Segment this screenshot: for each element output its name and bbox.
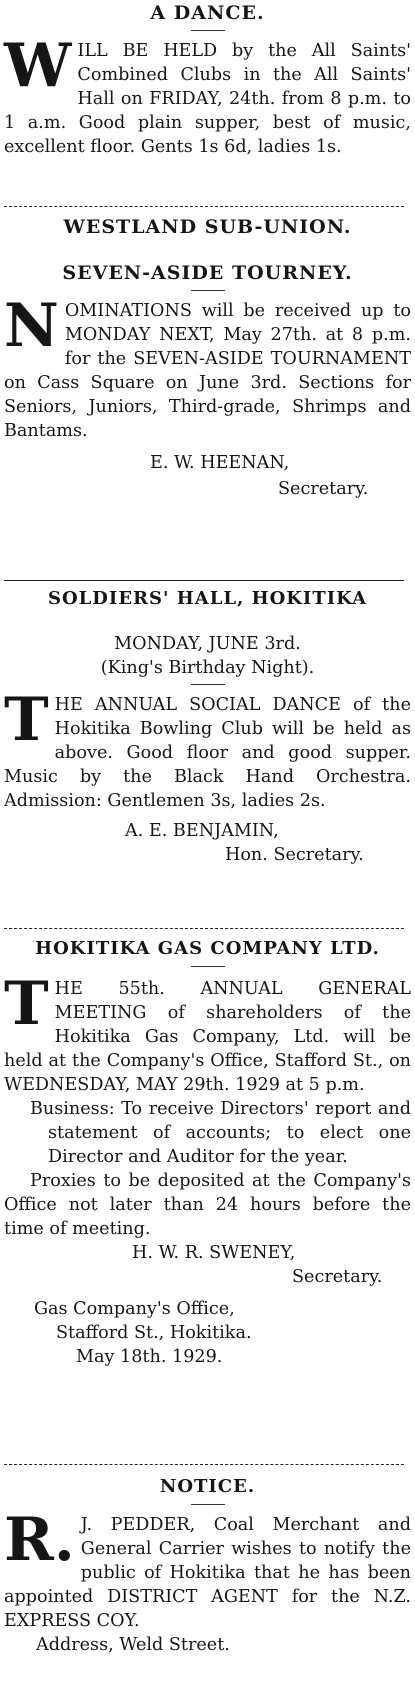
westland-advertisement	[0, 214, 415, 501]
gas-address-3: May 18th. 1929.	[76, 1347, 223, 1367]
westland-subtitle: SEVEN-ASIDE TOURNEY.	[62, 262, 353, 284]
gas-drop-capital: T	[4, 969, 49, 1039]
westland-drop-capital: N	[4, 291, 59, 361]
divider-after-westland	[4, 580, 404, 581]
notice-advertisement	[0, 1474, 415, 1657]
gas-proxies: Proxies to be deposited at the Company's Office not later than 24 hours before the time of meeting.	[4, 1171, 411, 1239]
notice-title-rule	[191, 1504, 225, 1505]
gas-role: Secretary.	[292, 1267, 383, 1287]
westland-role: Secretary.	[278, 479, 369, 499]
westland-signer: E. W. HEENAN,	[150, 453, 290, 473]
divider-after-gas	[4, 1464, 404, 1465]
soldiers-signer: A. E. BENJAMIN,	[125, 821, 279, 841]
gas-body-text: HE 55th. ANNUAL GENERAL MEETING of shareholders of the Hokitika Gas Company, Ltd. will be held at the Company's Office, Stafford St., on WEDNESDAY, MAY 29th. 1929 at 5 p.m.	[4, 979, 411, 1095]
soldiers-note: (King's Birthday Night).	[100, 658, 315, 678]
dance-drop-capital: W	[4, 31, 72, 101]
notice-body	[0, 1505, 415, 1633]
gas-signer: H. W. R. SWENEY,	[132, 1243, 296, 1263]
divider-after-soldiers	[4, 928, 404, 929]
dance-title: A DANCE.	[150, 2, 265, 24]
dance-advertisement	[0, 0, 415, 159]
soldiers-title: SOLDIERS' HALL, HOKITIKA	[47, 588, 368, 609]
gas-title-rule	[191, 966, 225, 967]
gas-business: Business: To receive Directors' report and statement of accounts; to elect one Director and Auditor for the year.	[30, 1099, 411, 1167]
dance-body	[0, 31, 415, 159]
soldiers-body-text: HE ANNUAL SOCIAL DANCE of the Hokitika Bowling Club will be held as above. Good floor and good supper. Music by the Black Hand Orchestra. Admission: Gentlemen 3s, ladies 2s.	[4, 695, 411, 811]
westland-title: WESTLAND SUB-UNION.	[63, 216, 352, 238]
notice-address: Address, Weld Street.	[36, 1635, 230, 1655]
westland-body	[0, 291, 415, 443]
soldiers-title-rule	[191, 684, 225, 685]
soldiers-hall-advertisement	[0, 586, 415, 867]
soldiers-body	[0, 685, 415, 813]
gas-address-1: Gas Company's Office,	[34, 1299, 235, 1319]
divider-after-dance	[4, 206, 404, 207]
soldiers-date: MONDAY, JUNE 3rd.	[114, 634, 301, 654]
notice-body-text: J. PEDDER, Coal Merchant and General Carrier wishes to notify the public of Hokitika that he has been appointed DISTRICT AGENT for the N.Z. EXPRESS COY.	[4, 1515, 411, 1631]
gas-address-2: Stafford St., Hokitika.	[56, 1323, 252, 1343]
westland-title-rule	[191, 290, 225, 291]
westland-body-text: OMINATIONS will be received up to MONDAY NEXT, May 27th. at 8 p.m. for the SEVEN-ASIDE TOURNAMENT on Cass Square on June 3rd. Sections for Seniors, Juniors, Third-grade, Shrimps and Bantams.	[4, 301, 411, 441]
gas-company-advertisement	[0, 936, 415, 1369]
dance-body-text: ILL BE HELD by the All Saints' Combined Clubs in the All Saints' Hall on FRIDAY, 24th. from 8 p.m. to 1 a.m. Good plain supper, best of music, excellent floor. Gents 1s 6d, ladies 1s.	[4, 41, 411, 157]
notice-drop-capital: R.	[4, 1505, 75, 1575]
gas-body	[0, 969, 415, 1097]
soldiers-drop-capital: T	[4, 685, 49, 755]
notice-title: NOTICE.	[159, 1476, 256, 1497]
dance-title-rule	[191, 30, 225, 31]
soldiers-role: Hon. Secretary.	[225, 845, 364, 865]
gas-title: HOKITIKA GAS COMPANY LTD.	[35, 938, 380, 959]
